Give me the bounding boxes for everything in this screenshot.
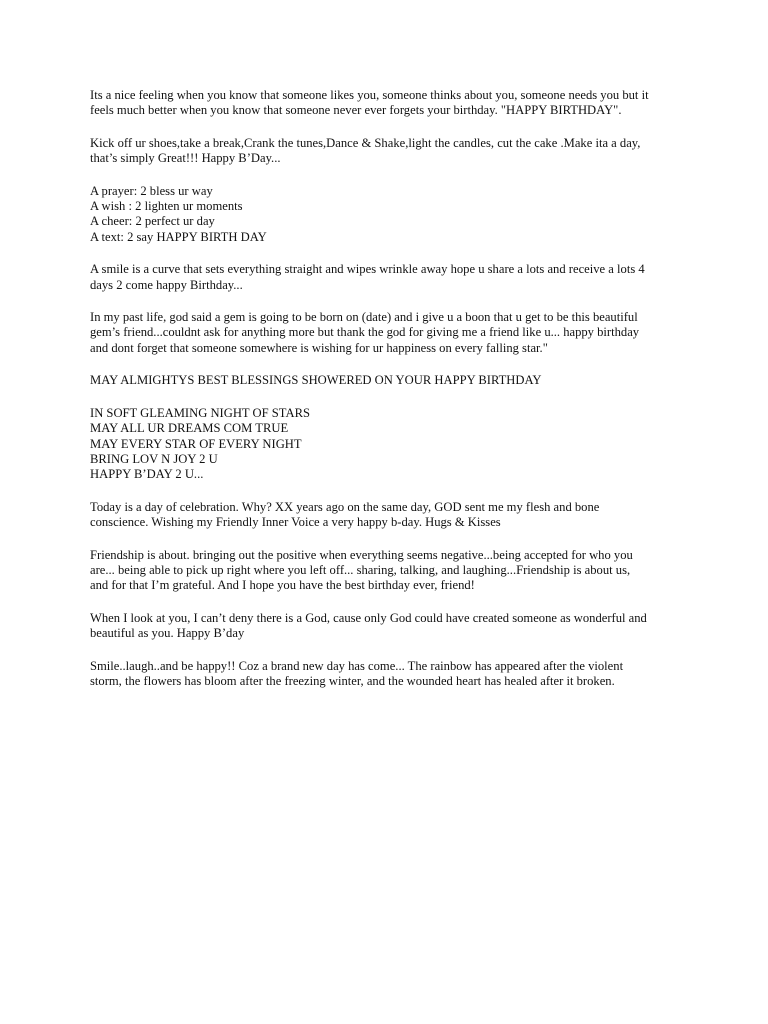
paragraph-day-of-celebration — [90, 500, 682, 531]
text-line: When I look at you, I can’t deny there is a God, cause only God could have created someone as wonderful and — [90, 610, 647, 625]
text-line: IN SOFT GLEAMING NIGHT OF STARS — [90, 405, 310, 420]
paragraph-birthday-feeling — [90, 88, 682, 119]
text-line: A text: 2 say HAPPY BIRTH DAY — [90, 229, 267, 244]
text-line: days 2 come happy Birthday... — [90, 277, 243, 292]
text-line: gem’s friend...couldnt ask for anything more but thank the god for giving me a friend like u... happy birthday — [90, 325, 640, 340]
document-page — [90, 88, 682, 706]
text-line: BRING LOV N JOY 2 U — [90, 451, 218, 466]
paragraph-kick-off-shoes — [90, 136, 682, 167]
text-line: are... being able to pick up right where you left off... sharing, talking, and laughing...Friendship is about us, — [90, 562, 631, 577]
text-line: Friendship is about. bringing out the positive when everything seems negative...being accepted for who you — [90, 547, 633, 562]
paragraph-friendship — [90, 548, 682, 594]
text-line: that’s simply Great!!! Happy B’Day... — [90, 151, 281, 166]
text-line: Smile..laugh..and be happy!! Coz a brand new day has come... The rainbow has appeared after the violent — [90, 658, 624, 673]
text-line: storm, the flowers has bloom after the freezing winter, and the wounded heart has healed after it broken. — [90, 673, 615, 688]
paragraph-past-life-gem — [90, 310, 682, 356]
text-line: feels much better when you know that someone never ever forgets your birthday. "HAPPY BIRTHDAY". — [90, 103, 622, 118]
text-line: MAY EVERY STAR OF EVERY NIGHT — [90, 436, 302, 451]
text-line: Its a nice feeling when you know that someone likes you, someone thinks about you, someone needs you but it — [90, 88, 649, 102]
text-line: MAY ALMIGHTYS BEST BLESSINGS SHOWERED ON YOUR HAPPY BIRTHDAY — [90, 373, 542, 388]
paragraph-smile-laugh — [90, 659, 682, 690]
paragraph-almighty-blessings — [90, 373, 682, 388]
text-line: Today is a day of celebration. Why? XX years ago on the same day, GOD sent me my flesh and bone — [90, 499, 600, 514]
text-line: A prayer: 2 bless ur way — [90, 183, 213, 198]
paragraph-look-at-you — [90, 611, 682, 642]
text-line: and for that I’m grateful. And I hope you have the best birthday ever, friend! — [90, 578, 475, 593]
text-line: and dont forget that someone somewhere is wishing for ur happiness on every falling star." — [90, 340, 548, 355]
text-line: HAPPY B’DAY 2 U... — [90, 467, 204, 482]
text-line: conscience. Wishing my Friendly Inner Voice a very happy b-day. Hugs & Kisses — [90, 515, 501, 530]
text-line: Kick off ur shoes,take a break,Crank the tunes,Dance & Shake,light the candles, cut the cake .Make ita a day, — [90, 135, 641, 150]
text-line: A wish : 2 lighten ur moments — [90, 199, 243, 214]
text-line: A cheer: 2 perfect ur day — [90, 214, 215, 229]
paragraph-soft-gleaming-night — [90, 406, 682, 483]
paragraph-smile-curve — [90, 262, 682, 293]
text-line: In my past life, god said a gem is going to be born on (date) and i give u a boon that u get to be this beautiful — [90, 310, 638, 325]
text-line: MAY ALL UR DREAMS COM TRUE — [90, 421, 289, 436]
paragraph-prayer-wish-cheer — [90, 184, 682, 246]
text-line: A smile is a curve that sets everything straight and wipes wrinkle away hope u share a lots and receive a lots 4 — [90, 262, 645, 277]
text-line: beautiful as you. Happy B’day — [90, 626, 245, 641]
